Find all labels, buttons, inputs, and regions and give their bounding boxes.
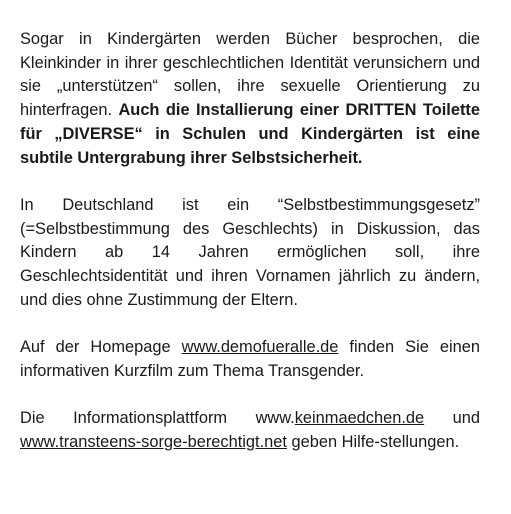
paragraph-informationsplattform bbox=[20, 407, 480, 454]
paragraph-homepage-after: finden Sie einen informativen Kurzfilm zum Thema Transgender. bbox=[20, 338, 480, 380]
paragraph-informationsplattform-middle: und bbox=[424, 409, 480, 428]
paragraph-homepage bbox=[20, 336, 480, 383]
paragraph-informationsplattform-before: Die Informationsplattform www. bbox=[20, 409, 295, 428]
keinmaedchen-link[interactable]: keinmaedchen.de bbox=[294, 409, 425, 428]
transteens-link[interactable]: www.transteens-sorge-berechtigt.net bbox=[20, 432, 287, 451]
paragraph-kindergarten-bold: Auch die Installierung einer DRITTEN Toilette für „DIVERSE“ in Schulen und Kindergärten ist eine subtile Untergrabung ihrer Selbstsicherheit. bbox=[20, 101, 480, 167]
paragraph-kindergarten bbox=[20, 28, 480, 170]
paragraph-homepage-before: Auf der Homepage bbox=[20, 338, 182, 357]
demofueralle-link[interactable]: www.demofueralle.de bbox=[181, 338, 339, 357]
paragraph-selbstbestimmungsgesetz-text: In Deutschland ist ein “Selbstbestimmungsgesetz” (=Selbstbestimmung des Geschlechts) in Diskussion, das Kindern ab 14 Jahren ermöglichen soll, ihre Geschlechtsidentität und ihren Vornamen jährlich zu ändern, und dies ohne Zustimmung der Eltern. bbox=[20, 195, 480, 309]
document-body bbox=[20, 28, 480, 455]
paragraph-informationsplattform-after: geben Hilfe-stellungen. bbox=[286, 432, 460, 451]
paragraph-kindergarten-text: Sogar in Kindergärten werden Bücher besprochen, die Kleinkinder in ihrer geschlechtlichen Identität verunsichern und sie „unterstützen“ sollen, ihre sexuelle Orientierung zu hinterfragen. bbox=[20, 30, 480, 120]
paragraph-selbstbestimmungsgesetz bbox=[20, 194, 480, 313]
